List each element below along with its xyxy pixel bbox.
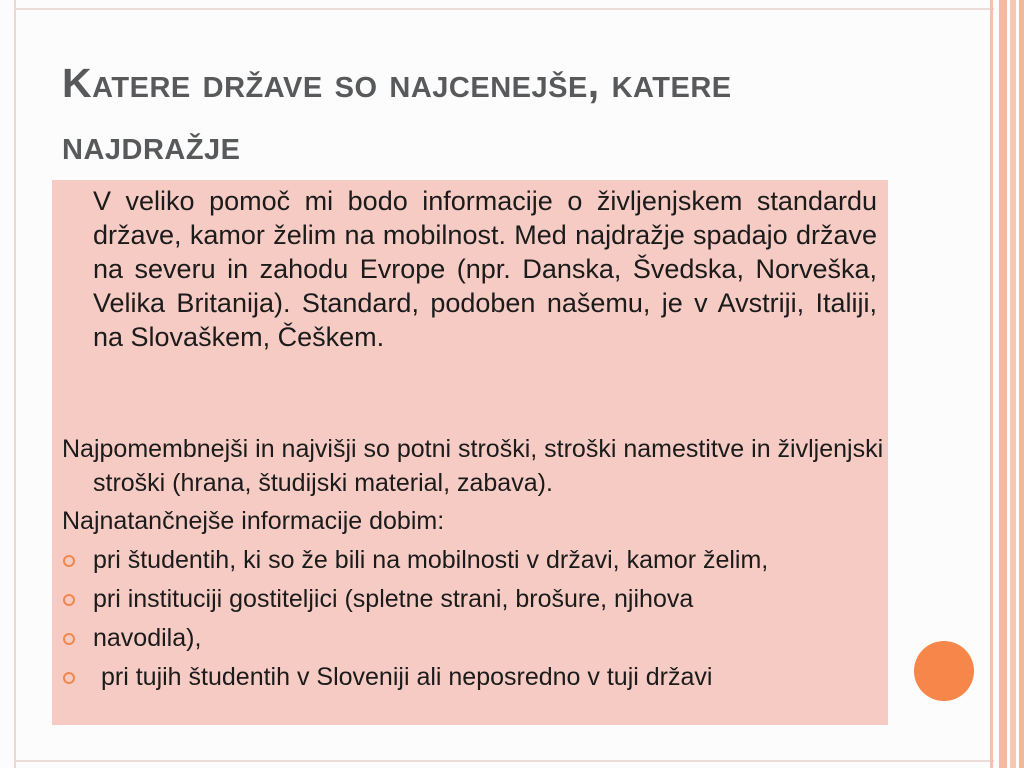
slide-title: Katere države so najcenejše, katere najdražje	[62, 60, 732, 168]
intro-paragraph: V veliko pomoč mi bodo informacije o življenjskem standardu države, kamor želim na mobilnost. Med najdražje spadajo države na severu in zahodu Evrope (npr. Danska, Švedska, Norveška, Velika Britanija). Standard, podoben našemu, je v Avstriji, Italiji, na Slovaškem, Češkem.	[93, 186, 877, 352]
bullet-text: navodila),	[93, 624, 202, 652]
orange-circle-decoration	[914, 641, 974, 701]
list-item	[62, 658, 882, 697]
circle-bullet-icon	[63, 594, 75, 606]
stripe	[990, 0, 993, 768]
list-item	[62, 619, 882, 658]
information-heading: Najnatančnejše informacije dobim:	[62, 507, 445, 535]
frame-left-border	[14, 0, 16, 768]
stripe	[1010, 0, 1016, 768]
frame-bottom-border	[14, 760, 994, 762]
bullet-text: pri študentih, ki so že bili na mobilnosti v državi, kamor želim,	[93, 546, 769, 574]
list-item	[62, 541, 882, 580]
stripe	[999, 0, 1007, 768]
circle-bullet-icon	[63, 672, 75, 684]
bullet-text: pri instituciji gostiteljici (spletne strani, brošure, njihova	[93, 585, 694, 613]
frame-top-border	[14, 0, 994, 10]
circle-bullet-icon	[63, 633, 75, 645]
bullet-list	[62, 541, 882, 697]
stripe	[1019, 0, 1024, 768]
circle-bullet-icon	[63, 555, 75, 567]
costs-paragraph: Najpomembnejši in najvišji so potni stroški, stroški namestitve in življenjski stroški (hrana, študijski material, zabava).	[62, 435, 884, 497]
list-item	[62, 580, 882, 619]
decorative-stripes	[990, 0, 1024, 768]
bullet-text: pri tujih študentih v Sloveniji ali neposredno v tuji državi	[101, 663, 713, 691]
